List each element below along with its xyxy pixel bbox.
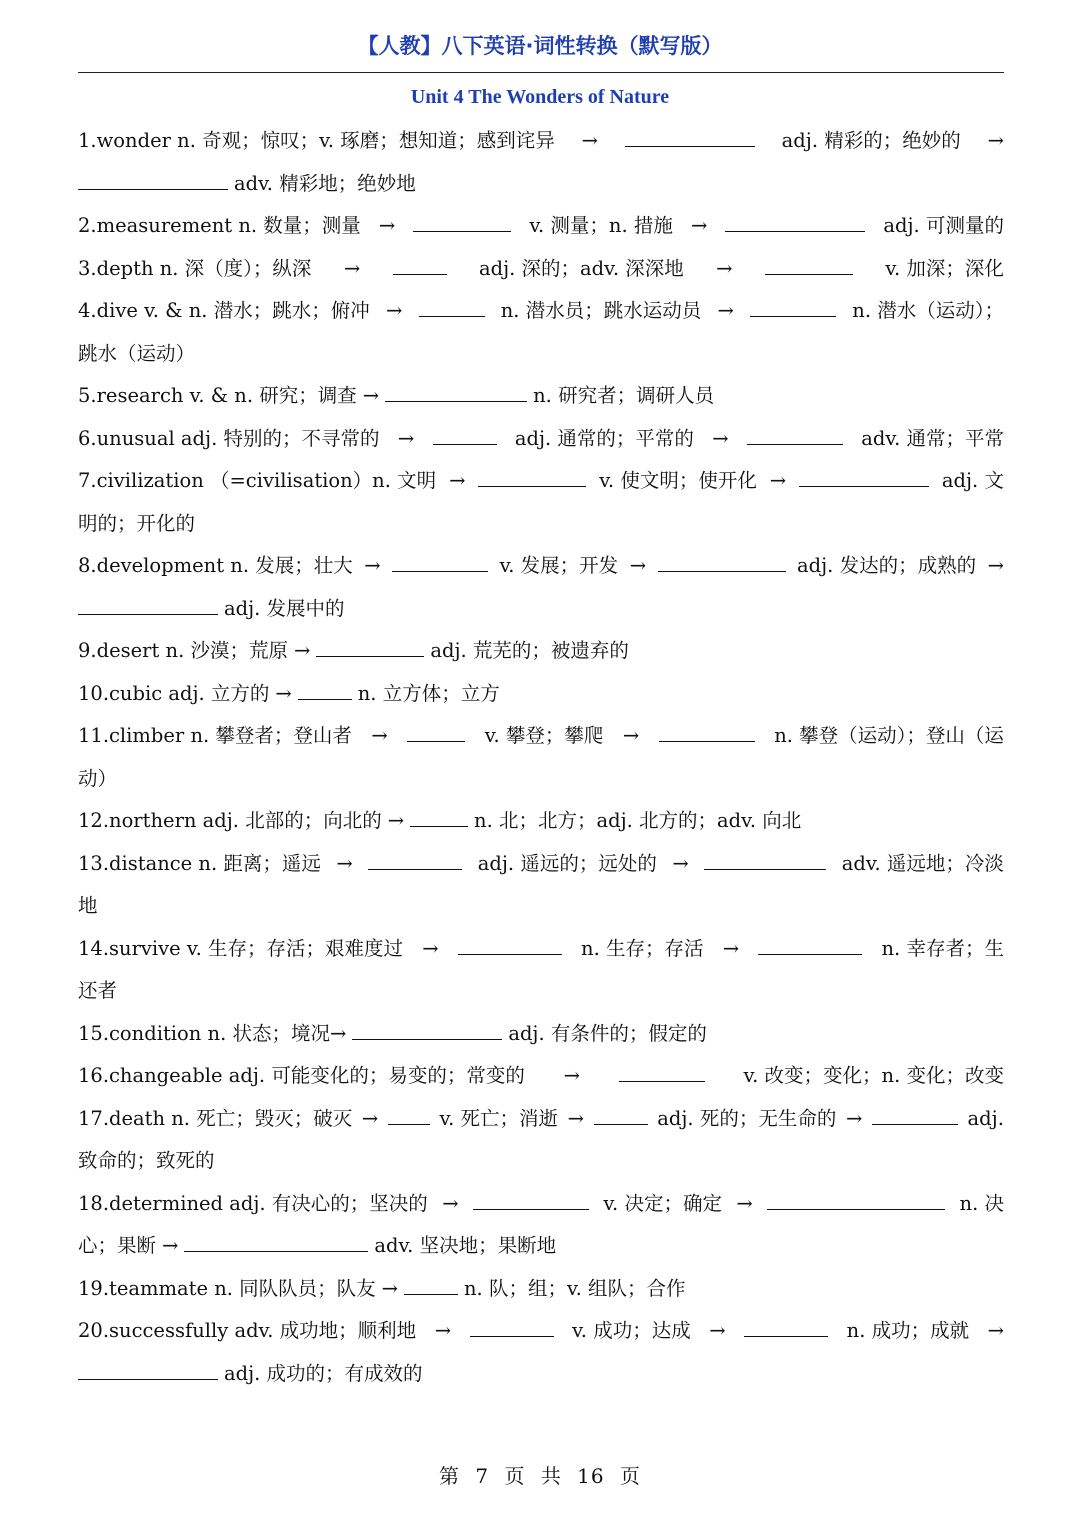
line-text: 7.civilization （=civilisation）n. 文明 <box>78 469 437 492</box>
arrow: → <box>581 129 598 152</box>
line-text: 15.condition n. 状态；境况→ <box>78 1021 347 1045</box>
exercise-line <box>78 715 1004 758</box>
answer-blank[interactable] <box>767 1186 945 1209</box>
line-text: adj. <box>967 1106 1004 1130</box>
answer-blank[interactable] <box>594 1101 648 1124</box>
exercise-line <box>78 418 1004 461</box>
exercise-line <box>78 800 1004 843</box>
line-text: 还者 <box>78 979 118 1002</box>
line-text: n. 成功；成就 <box>846 1319 970 1342</box>
exercise-line <box>78 248 1004 291</box>
answer-blank[interactable] <box>473 1186 589 1209</box>
answer-blank[interactable] <box>625 124 755 147</box>
exercise-line <box>78 1310 1004 1353</box>
answer-blank[interactable] <box>368 846 462 869</box>
arrow: → <box>449 469 466 492</box>
answer-blank[interactable] <box>298 676 352 699</box>
exercise-line <box>78 673 1004 716</box>
arrow: → <box>717 299 734 322</box>
line-text: 17.death n. 死亡；毁灭；破灭 <box>78 1106 353 1130</box>
answer-blank[interactable] <box>184 1229 368 1252</box>
answer-blank[interactable] <box>393 251 447 274</box>
footer-text: 页 <box>504 1464 526 1488</box>
exercise-line <box>78 885 1004 928</box>
line-text: adj. 通常的；平常的 <box>514 426 694 450</box>
exercise-line <box>78 375 1004 418</box>
line-text: adj. 有条件的；假定的 <box>508 1021 707 1045</box>
arrow: → <box>362 384 380 407</box>
answer-blank[interactable] <box>413 209 511 232</box>
line-text: 动） <box>78 766 118 790</box>
line-text: n. 决 <box>959 1191 1004 1215</box>
arrow: → <box>563 1064 580 1087</box>
answer-blank[interactable] <box>478 464 586 487</box>
exercise-line <box>78 758 1004 801</box>
line-text: 8.development n. 发展；壮大 <box>78 554 353 577</box>
exercise-line <box>78 1183 1004 1226</box>
line-text: n. 潜水（运动）； <box>852 299 1004 322</box>
arrow: → <box>690 214 708 237</box>
line-text: n. 生存；存活 <box>581 936 704 960</box>
line-text: 5.research v. & n. 研究；调查 <box>78 384 357 407</box>
exercise-line <box>78 1353 1004 1396</box>
line-text: v. 加深；深化 <box>885 256 1004 280</box>
arrow: → <box>987 129 1004 152</box>
line-text: adv. 通常；平常 <box>861 426 1004 450</box>
line-text: n. 研究者；调研人员 <box>533 384 715 407</box>
line-text: 20.successfully adv. 成功地；顺利地 <box>78 1319 417 1342</box>
line-text: adj. 死的；无生命的 <box>657 1106 837 1130</box>
line-text: v. 使文明；使开化 <box>599 469 757 492</box>
exercise-list <box>78 120 1004 1395</box>
exercise-line <box>78 120 1004 163</box>
exercise-line <box>78 1140 1004 1183</box>
exercise-line <box>78 630 1004 673</box>
arrow: → <box>361 1106 379 1130</box>
line-text: v. 决定；确定 <box>603 1191 722 1215</box>
exercise-line <box>78 1055 1004 1098</box>
answer-blank[interactable] <box>78 591 218 614</box>
answer-blank[interactable] <box>404 1271 458 1294</box>
unit-title: Unit 4 The Wonders of Nature <box>410 86 670 108</box>
line-text: 跳水（运动） <box>78 341 196 365</box>
line-text: 心；果断 <box>78 1234 157 1257</box>
answer-blank[interactable] <box>744 1314 828 1337</box>
answer-blank[interactable] <box>619 1059 705 1082</box>
arrow: → <box>364 554 381 577</box>
exercise-line <box>78 460 1004 503</box>
arrow: → <box>343 256 361 280</box>
line-text: adj. 发展中的 <box>224 596 345 620</box>
page-number: 7 <box>475 1464 490 1488</box>
arrow: → <box>434 1319 452 1342</box>
arrow: → <box>845 1106 863 1130</box>
line-text: 6.unusual adj. 特别的；不寻常的 <box>78 426 380 450</box>
answer-blank[interactable] <box>747 421 843 444</box>
line-text: 地 <box>78 894 98 917</box>
line-text: v. 攀登；攀爬 <box>484 724 604 747</box>
footer-text: 共 <box>540 1464 562 1488</box>
arrow: → <box>987 1319 1004 1342</box>
line-text: 13.distance n. 距离；遥远 <box>78 851 321 875</box>
arrow: → <box>275 681 292 705</box>
line-text: 11.climber n. 攀登者；登山者 <box>78 724 352 747</box>
arrow: → <box>162 1234 179 1257</box>
answer-blank[interactable] <box>316 634 424 657</box>
answer-blank[interactable] <box>799 464 929 487</box>
line-text: n. 北；北方；adj. 北方的；adv. 向北 <box>474 809 802 832</box>
exercise-line <box>78 970 1004 1013</box>
answer-blank[interactable] <box>78 1356 218 1379</box>
arrow: → <box>622 724 640 747</box>
exercise-line <box>78 843 1004 886</box>
arrow: → <box>381 1276 398 1300</box>
exercise-line <box>78 163 1004 206</box>
arrow: → <box>387 809 405 832</box>
arrow: → <box>422 936 439 960</box>
exercise-line <box>78 1098 1004 1141</box>
exercise-line <box>78 928 1004 971</box>
arrow: → <box>294 639 311 662</box>
line-text: adj. 成功的；有成效的 <box>224 1361 423 1385</box>
line-text: adj. 文 <box>941 469 1004 492</box>
line-text: adj. 遥远的；远处的 <box>477 851 657 875</box>
line-text: 14.survive v. 生存；存活；艰难度过 <box>78 936 404 960</box>
arrow: → <box>371 724 388 747</box>
arrow: → <box>397 426 415 450</box>
total-pages: 16 <box>577 1464 605 1488</box>
line-text: v. 成功；达成 <box>572 1319 691 1342</box>
arrow: → <box>712 426 729 450</box>
line-text: 16.changeable adj. 可能变化的；易变的；常变的 <box>78 1064 525 1087</box>
header-divider <box>78 72 1004 73</box>
line-text: adj. 发达的；成熟的 <box>797 554 977 577</box>
arrow: → <box>629 554 647 577</box>
line-text: adj. 精彩的；绝妙的 <box>781 129 961 152</box>
arrow: → <box>385 299 403 322</box>
line-text: 18.determined adj. 有决心的；坚决的 <box>78 1191 428 1215</box>
exercise-line <box>78 1225 1004 1268</box>
answer-blank[interactable] <box>659 719 755 742</box>
footer-text: 页 <box>619 1464 641 1488</box>
exercise-line <box>78 333 1004 376</box>
line-text: 19.teammate n. 同队队员；队友 <box>78 1276 376 1300</box>
answer-blank[interactable] <box>458 931 562 954</box>
arrow: → <box>378 214 396 237</box>
answer-blank[interactable] <box>352 1016 502 1039</box>
answer-blank[interactable] <box>658 549 786 572</box>
exercise-line <box>78 1013 1004 1056</box>
line-text: adj. 荒芜的；被遗弃的 <box>430 639 629 662</box>
line-text: 12.northern adj. 北部的；向北的 <box>78 809 382 832</box>
line-text: v. 改变；变化；n. 变化；改变 <box>743 1064 1004 1087</box>
answer-blank[interactable] <box>419 294 485 317</box>
line-text: n. 潜水员；跳水运动员 <box>500 299 702 322</box>
answer-blank[interactable] <box>725 209 865 232</box>
answer-blank[interactable] <box>385 379 527 402</box>
line-text: v. 测量；n. 措施 <box>529 214 673 237</box>
answer-blank[interactable] <box>758 931 862 954</box>
line-text: n. 幸存者；生 <box>881 936 1004 960</box>
arrow: → <box>716 256 733 280</box>
line-text: n. 队；组；v. 组队；合作 <box>464 1276 686 1300</box>
exercise-line <box>78 290 1004 333</box>
answer-blank[interactable] <box>704 846 826 869</box>
exercise-line <box>78 545 1004 588</box>
exercise-line <box>78 588 1004 631</box>
line-text: adj. 深的；adv. 深深地 <box>478 256 684 280</box>
answer-blank[interactable] <box>392 549 488 572</box>
document-header: 【人教】八下英语·词性转换（默写版） <box>357 34 723 58</box>
answer-blank[interactable] <box>750 294 836 317</box>
answer-blank[interactable] <box>388 1101 430 1124</box>
exercise-line <box>78 1268 1004 1311</box>
arrow: → <box>987 554 1004 577</box>
answer-blank[interactable] <box>765 251 853 274</box>
answer-blank[interactable] <box>872 1101 958 1124</box>
line-text: 10.cubic adj. 立方的 <box>78 681 270 705</box>
line-text: 2.measurement n. 数量；测量 <box>78 214 361 237</box>
line-text: 3.depth n. 深（度）；纵深 <box>78 256 312 280</box>
exercise-line <box>78 503 1004 546</box>
line-text: n. 攀登（运动）；登山（运 <box>774 724 1004 747</box>
arrow: → <box>567 1106 585 1130</box>
answer-blank[interactable] <box>407 719 465 742</box>
line-text: 9.desert n. 沙漠；荒原 <box>78 639 288 662</box>
arrow: → <box>722 936 740 960</box>
line-text: 4.dive v. & n. 潜水；跳水；俯冲 <box>78 299 370 322</box>
line-text: adv. 遥远地；冷淡 <box>841 851 1004 875</box>
answer-blank[interactable] <box>433 421 497 444</box>
arrow: → <box>442 1191 459 1215</box>
arrow: → <box>336 851 353 875</box>
arrow: → <box>709 1319 726 1342</box>
line-text: adv. 精彩地；绝妙地 <box>234 171 416 195</box>
page-footer <box>0 1460 1080 1489</box>
exercise-line <box>78 205 1004 248</box>
line-text: 1.wonder n. 奇观；惊叹；v. 琢磨；想知道；感到诧异 <box>78 129 555 152</box>
arrow: → <box>736 1191 753 1215</box>
footer-text: 第 <box>439 1464 460 1488</box>
line-text: 明的；开化的 <box>78 511 196 535</box>
line-text: 致命的；致死的 <box>78 1149 215 1172</box>
line-text: v. 发展；开发 <box>499 554 619 577</box>
line-text: v. 死亡；消逝 <box>439 1106 559 1130</box>
answer-blank[interactable] <box>78 166 228 189</box>
line-text: adj. 可测量的 <box>883 214 1004 237</box>
line-text: n. 立方体；立方 <box>357 681 500 705</box>
line-text: adv. 坚决地；果断地 <box>374 1234 557 1257</box>
arrow: → <box>769 469 787 492</box>
answer-blank[interactable] <box>410 804 468 827</box>
arrow: → <box>672 851 689 875</box>
answer-blank[interactable] <box>470 1314 554 1337</box>
